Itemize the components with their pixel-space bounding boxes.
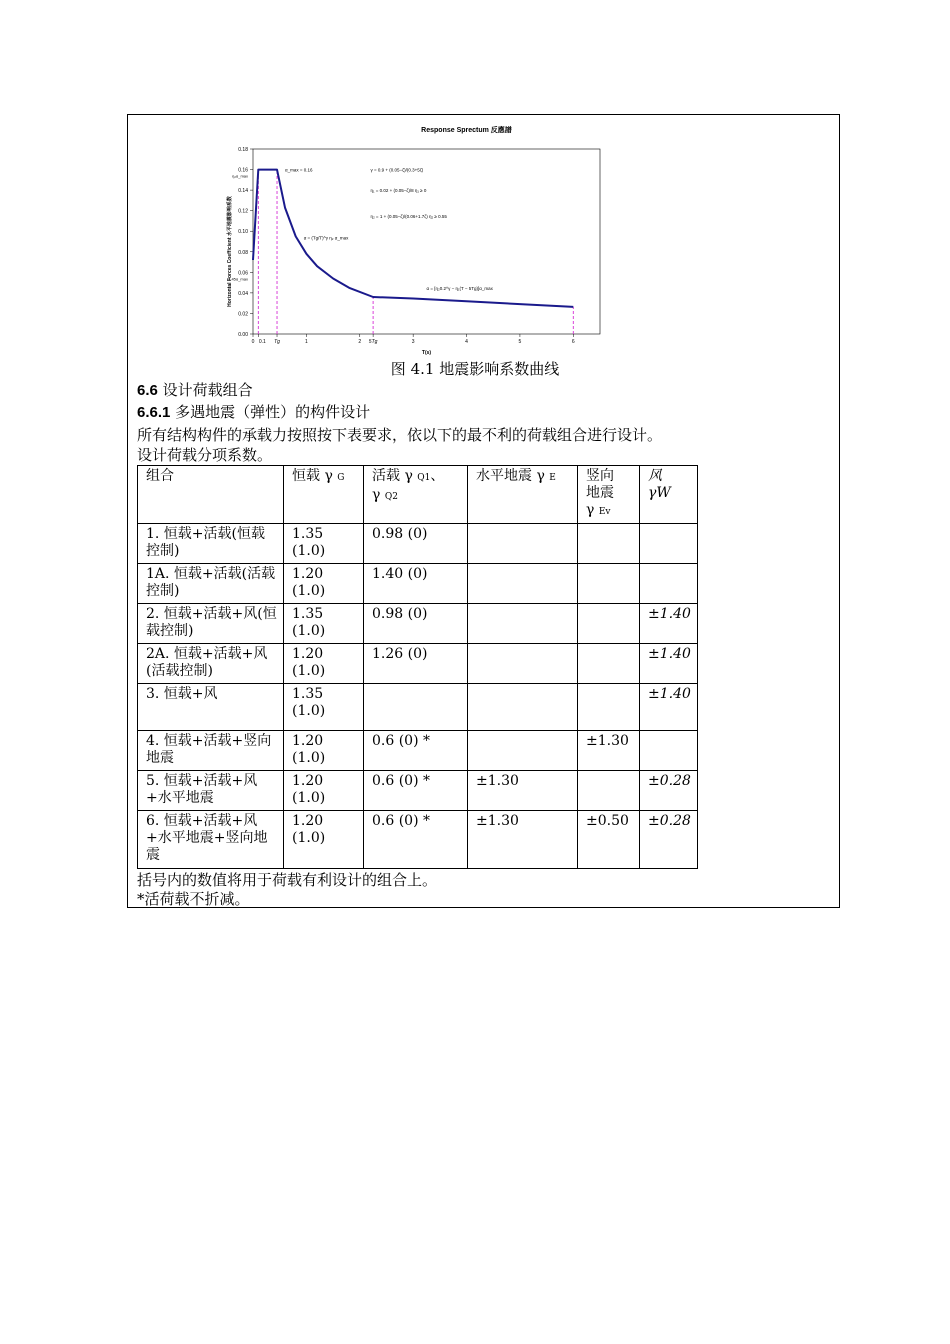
cell-seis-v bbox=[578, 604, 640, 644]
x-tick-label: Tg bbox=[274, 339, 280, 345]
cell-combo: 6. 恒载+活载+风+水平地震+竖向地震 bbox=[138, 811, 284, 869]
cell-seis-h bbox=[468, 644, 578, 684]
cell-dead: 1.35 (1.0) bbox=[284, 524, 364, 564]
section-number: 6.6 bbox=[137, 382, 158, 399]
cell-combo: 4. 恒载+活载+竖向地震 bbox=[138, 731, 284, 771]
cell-wind: ±0.28 bbox=[640, 771, 698, 811]
cell-wind: ±1.40 bbox=[640, 604, 698, 644]
load-factor-table bbox=[137, 465, 698, 869]
y-tick-label: 0.18 bbox=[238, 147, 248, 153]
annotation-eta2: η₂ = 1 + (0.05−ζ)/(0.06+1.7ζ) η₂ ≥ 0.55 bbox=[370, 213, 447, 219]
y-tick-label: 0.00 bbox=[238, 332, 248, 338]
subsection-number: 6.6.1 bbox=[137, 404, 171, 421]
cell-seis-h: ±1.30 bbox=[468, 811, 578, 869]
x-tick-label: 4 bbox=[465, 339, 468, 345]
subsection-title: 多遇地震（弹性）的构件设计 bbox=[175, 403, 371, 421]
cell-seis-h bbox=[468, 731, 578, 771]
y-extra-label: η₂α_max bbox=[232, 173, 248, 179]
cell-live: 1.26 (0) bbox=[364, 644, 468, 684]
cell-live: 0.6 (0) * bbox=[364, 811, 468, 869]
x-tick-label: 3 bbox=[411, 339, 415, 345]
cell-live: 1.40 (0) bbox=[364, 564, 468, 604]
cell-seis-v bbox=[578, 771, 640, 811]
cell-dead: 1.20 (1.0) bbox=[284, 644, 364, 684]
table-row bbox=[138, 524, 698, 564]
intro-line-1: 所有结构构件的承载力按照按下表要求，依以下的最不利的荷载组合进行设计。 bbox=[137, 426, 663, 444]
x-tick-label: 1 bbox=[304, 339, 308, 345]
figure-caption: 图 4.1 地震影响系数曲线 bbox=[390, 360, 560, 378]
x-axis-label: T(s) bbox=[421, 350, 432, 356]
cell-wind bbox=[640, 731, 698, 771]
x-tick-label: 5Tg bbox=[368, 339, 378, 345]
cell-wind: ±1.40 bbox=[640, 644, 698, 684]
cell-combo: 2A. 恒载+活载+风(活载控制) bbox=[138, 644, 284, 684]
cell-combo: 3. 恒载+风 bbox=[138, 684, 284, 731]
y-tick-label: 0.10 bbox=[238, 229, 248, 236]
table-row bbox=[138, 731, 698, 771]
cell-dead: 1.35 (1.0) bbox=[284, 604, 364, 644]
chart-title: Response Sprectum 反應譜 bbox=[421, 127, 512, 134]
cell-live: 0.6 (0) * bbox=[364, 731, 468, 771]
cell-wind bbox=[640, 564, 698, 604]
cell-live: 0.98 (0) bbox=[364, 604, 468, 644]
header-wind: 风 γW bbox=[640, 466, 698, 524]
x-tick-label: 2 bbox=[358, 339, 362, 345]
cell-seis-v: ±1.30 bbox=[578, 731, 640, 771]
header-combo: 组合 bbox=[138, 466, 284, 524]
cell-live bbox=[364, 684, 468, 731]
section-heading bbox=[137, 381, 253, 400]
table-row bbox=[138, 564, 698, 604]
x-tick-label: 0.1 bbox=[258, 339, 266, 345]
cell-seis-h bbox=[468, 604, 578, 644]
cell-seis-h bbox=[468, 524, 578, 564]
cell-dead: 1.20 (1.0) bbox=[284, 564, 364, 604]
cell-seis-v bbox=[578, 684, 640, 731]
y-extra-label: 0.45α_max bbox=[228, 276, 248, 282]
header-dead: 恒载 γ G bbox=[284, 466, 364, 524]
header-live: 活载 γ Q1、 γ Q2 bbox=[364, 466, 468, 524]
table-row bbox=[138, 644, 698, 684]
cell-combo: 1. 恒载+活载(恒载控制) bbox=[138, 524, 284, 564]
table-row bbox=[138, 684, 698, 731]
note-2: *活荷载不折减。 bbox=[137, 890, 250, 908]
response-spectrum-chart bbox=[222, 122, 632, 362]
table-row bbox=[138, 771, 698, 811]
cell-seis-h bbox=[468, 564, 578, 604]
annotation-plateau: α_max = 0.16 bbox=[285, 167, 313, 173]
cell-combo: 2. 恒载+活载+风(恒载控制) bbox=[138, 604, 284, 644]
cell-live: 0.6 (0) * bbox=[364, 771, 468, 811]
y-tick-label: 0.04 bbox=[238, 290, 248, 297]
header-vertical-seismic: 竖向地震 γ Ev bbox=[578, 466, 640, 524]
y-tick-label: 0.16 bbox=[238, 167, 248, 174]
cell-live: 0.98 (0) bbox=[364, 524, 468, 564]
cell-wind: ±0.28 bbox=[640, 811, 698, 869]
annotation-descending: α = (Tg/T)^γ η₂ α_max bbox=[303, 235, 349, 241]
x-tick-label: 0 bbox=[251, 339, 255, 345]
cell-combo: 1A. 恒载+活载(活载控制) bbox=[138, 564, 284, 604]
x-tick-label: 6 bbox=[571, 339, 575, 345]
table-row bbox=[138, 604, 698, 644]
cell-dead: 1.35 (1.0) bbox=[284, 684, 364, 731]
subsection-heading bbox=[137, 403, 370, 422]
annotation-eta1: η₁ = 0.02 + (0.05−ζ)/8 η₁ ≥ 0 bbox=[370, 188, 427, 194]
note-1: 括号内的数值将用于荷载有利设计的组合上。 bbox=[137, 871, 438, 889]
y-tick-label: 0.02 bbox=[238, 311, 248, 318]
cell-seis-v: ±0.50 bbox=[578, 811, 640, 869]
table-row bbox=[138, 811, 698, 869]
cell-dead: 1.20 (1.0) bbox=[284, 731, 364, 771]
cell-wind: ±1.40 bbox=[640, 684, 698, 731]
annotation-linear: α = [η₂0.2^γ − η₁(T − 5Tg)]α_max bbox=[426, 285, 493, 291]
cell-seis-h bbox=[468, 684, 578, 731]
table-header-row bbox=[138, 466, 698, 524]
cell-seis-h: ±1.30 bbox=[468, 771, 578, 811]
cell-combo: 5. 恒载+活载+风+水平地震 bbox=[138, 771, 284, 811]
intro-line-2: 设计荷载分项系数。 bbox=[137, 446, 273, 464]
annotation-gamma: γ = 0.9 + (0.05−ζ)/(0.3+5ζ) bbox=[370, 167, 424, 173]
cell-seis-v bbox=[578, 644, 640, 684]
cell-seis-v bbox=[578, 564, 640, 604]
cell-seis-v bbox=[578, 524, 640, 564]
y-tick-label: 0.08 bbox=[238, 249, 248, 256]
y-tick-label: 0.12 bbox=[238, 208, 248, 215]
y-axis-label: Horizontal Forces Coefficient 水平地震影响系数 bbox=[227, 196, 233, 307]
y-tick-label: 0.06 bbox=[238, 270, 248, 277]
y-tick-label: 0.14 bbox=[238, 188, 248, 195]
cell-wind bbox=[640, 524, 698, 564]
cell-dead: 1.20 (1.0) bbox=[284, 771, 364, 811]
x-tick-label: 5 bbox=[518, 339, 522, 345]
header-horizontal-seismic: 水平地震 γ E bbox=[468, 466, 578, 524]
section-title: 设计荷载组合 bbox=[162, 381, 253, 399]
cell-dead: 1.20 (1.0) bbox=[284, 811, 364, 869]
